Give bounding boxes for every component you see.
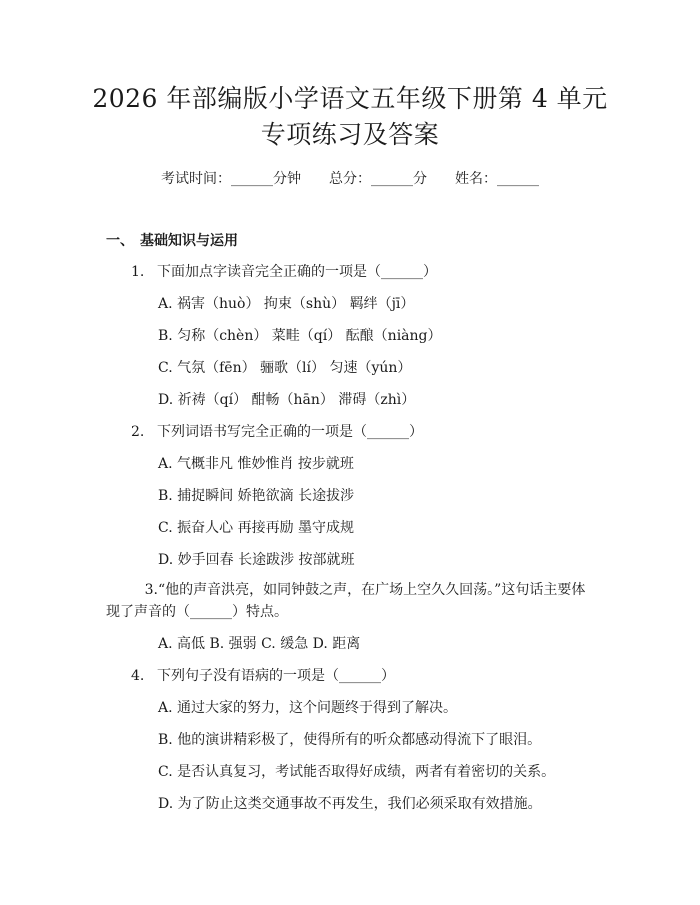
question-number: 2. [131,424,145,440]
question-4-option-d: D. 为了防止这类交通事故不再发生，我们必须采取有效措施。 [158,796,542,812]
question-4-option-a: A. 通过大家的努力，这个问题终于得到了解决。 [158,700,458,716]
document-title-line-1: 2026 年部编版小学语文五年级下册第 4 单元 [92,84,608,113]
question-text: 下列句子没有语病的一项是（______） [157,668,395,684]
question-text: 下列词语书写完全正确的一项是（______） [157,424,423,440]
question-2-option-a: A. 气概非凡 惟妙惟肖 按步就班 [158,456,354,472]
section-label: 基础知识与运用 [140,233,238,249]
question-1-option-b: B. 匀称（chèn） 菜畦（qí） 酝酿（niàng） [158,328,442,344]
question-2 [131,421,423,441]
question-3 [106,579,592,623]
question-1-option-c: C. 气氛（fēn） 骊歌（lí） 匀速（yún） [158,360,412,376]
question-1-option-d: D. 祈祷（qí） 酣畅（hān） 滞碍（zhì） [158,392,416,408]
question-number: 4. [131,668,145,684]
question-2-option-b: B. 捕捉瞬间 娇艳欲滴 长途拔涉 [158,488,355,504]
question-1-option-a: A. 祸害（huò） 拘束（shù） 羁绊（jī） [158,296,415,312]
question-4-option-c: C. 是否认真复习，考试能否取得好成绩，两者有着密切的关系。 [158,764,556,780]
exam-time: 考试时间：______分钟 [161,171,301,187]
document-title-line-2: 专项练习及答案 [260,120,440,149]
question-2-option-c: C. 振奋人心 再接再励 墨守成规 [158,520,355,536]
question-text: 下面加点字读音完全正确的一项是（______） [157,264,437,280]
exam-meta [0,168,700,188]
question-3-options: A. 高低 B. 强弱 C. 缓急 D. 距离 [158,636,361,652]
question-4 [131,665,395,685]
question-4-option-b: B. 他的演讲精彩极了，使得所有的听众都感动得流下了眼泪。 [158,732,542,748]
question-2-option-d: D. 妙手回春 长途跋涉 按部就班 [158,552,355,568]
exam-score: 总分：______分 [329,171,427,187]
section-number: 一、 [106,233,134,249]
question-text: “他的声音洪亮，如同钟鼓之声，在广场上空久久回荡。”这句话主要体现了声音的（______）特点。 [106,582,586,620]
question-number: 1. [131,264,145,280]
question-number: 3. [144,582,158,598]
exam-name: 姓名：______ [455,171,539,187]
question-1 [131,261,437,281]
section-heading [106,230,238,250]
